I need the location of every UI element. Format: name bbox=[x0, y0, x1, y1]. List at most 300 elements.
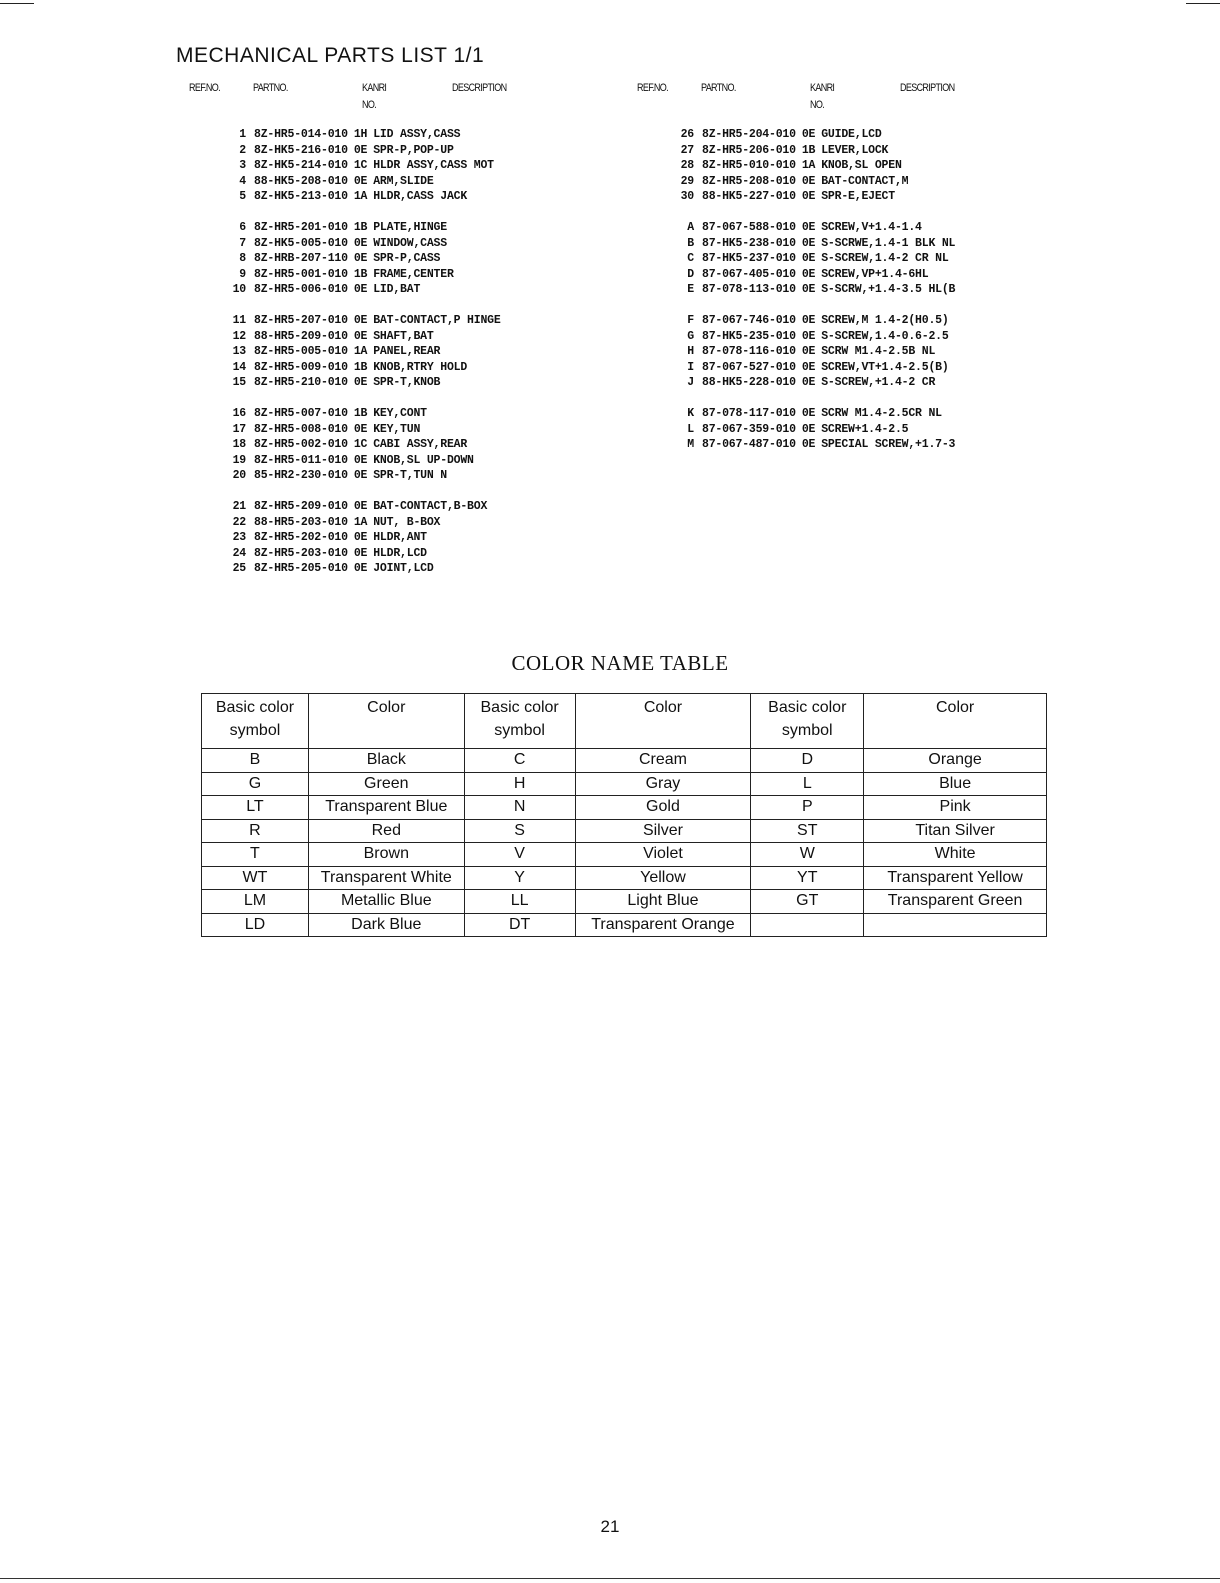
part-description: SHAFT,BAT bbox=[373, 329, 434, 343]
parts-row bbox=[228, 561, 501, 577]
ref-number: E bbox=[687, 283, 694, 296]
parts-row bbox=[676, 282, 955, 298]
part-number: 87-078-116-010 bbox=[702, 345, 796, 358]
header-basic-color-symbol: Basic color symbol bbox=[464, 694, 575, 749]
ref-number: 13 bbox=[232, 345, 246, 358]
part-description: SCREW+1.4-2.5 bbox=[821, 422, 909, 436]
part-number: 8Z-HR5-007-010 bbox=[254, 407, 348, 420]
color-table-row bbox=[202, 749, 1047, 773]
parts-row bbox=[676, 251, 955, 267]
color-name-cell: Violet bbox=[575, 843, 751, 867]
parts-row bbox=[676, 220, 955, 236]
part-number: 8Z-HR5-206-010 bbox=[702, 143, 796, 157]
parts-group bbox=[228, 127, 501, 205]
ref-number: 22 bbox=[232, 515, 246, 529]
kanri-number: 1B bbox=[353, 407, 368, 420]
header-ref-no-right: REF.NO. bbox=[637, 82, 668, 94]
color-symbol-cell: YT bbox=[751, 866, 864, 890]
part-description: BAT-CONTACT,B-BOX bbox=[373, 500, 488, 513]
color-symbol-cell: H bbox=[464, 772, 575, 796]
ref-number: L bbox=[687, 422, 694, 436]
parts-row bbox=[676, 143, 955, 159]
kanri-number: 0E bbox=[801, 267, 816, 281]
ref-number: 6 bbox=[239, 221, 246, 234]
parts-row bbox=[228, 267, 501, 283]
ref-number: 2 bbox=[239, 143, 246, 157]
parts-row bbox=[228, 329, 501, 345]
kanri-number: 1A bbox=[353, 190, 368, 203]
ref-number: 20 bbox=[232, 469, 246, 482]
color-symbol-cell: T bbox=[202, 843, 309, 867]
part-number: 87-067-359-010 bbox=[702, 422, 796, 436]
part-number: 8Z-HR5-210-010 bbox=[254, 376, 348, 389]
color-symbol-cell: LM bbox=[202, 890, 309, 914]
parts-row bbox=[228, 251, 501, 267]
color-name-cell: Transparent White bbox=[308, 866, 464, 890]
ref-number: 10 bbox=[232, 283, 246, 296]
parts-row bbox=[676, 174, 955, 190]
part-number: 87-067-527-010 bbox=[702, 360, 796, 374]
part-number: 8Z-HR5-014-010 bbox=[254, 128, 348, 141]
kanri-number: 1C bbox=[353, 438, 368, 451]
part-number: 8Z-HR5-006-010 bbox=[254, 283, 348, 296]
kanri-number: 0E bbox=[353, 562, 368, 575]
color-symbol-cell: LT bbox=[202, 796, 309, 820]
kanri-number: 0E bbox=[353, 283, 368, 296]
header-kanri-no: NO. bbox=[810, 99, 825, 111]
kanri-number: 0E bbox=[353, 174, 368, 188]
kanri-number: 0E bbox=[801, 407, 816, 420]
parts-row bbox=[676, 189, 955, 205]
color-table-row bbox=[202, 772, 1047, 796]
ref-number: 29 bbox=[680, 174, 694, 188]
color-name-table bbox=[201, 693, 1047, 937]
parts-row bbox=[228, 174, 501, 190]
color-name-cell: Transparent Yellow bbox=[864, 866, 1047, 890]
parts-row bbox=[228, 375, 501, 391]
color-name-cell bbox=[864, 913, 1047, 937]
part-number: 8Z-HR5-202-010 bbox=[254, 531, 348, 544]
kanri-number: 0E bbox=[801, 314, 816, 327]
header-description-right: DESCRIPTION bbox=[900, 82, 955, 94]
parts-row bbox=[676, 375, 955, 391]
kanri-number: 0E bbox=[353, 531, 368, 544]
ref-number: 5 bbox=[239, 190, 246, 203]
part-number: 88-HR5-203-010 bbox=[254, 515, 348, 529]
kanri-number: 1B bbox=[353, 221, 368, 234]
color-name-cell: Gold bbox=[575, 796, 751, 820]
part-number: 88-HR5-209-010 bbox=[254, 329, 348, 343]
parts-group bbox=[676, 406, 955, 453]
part-number: 8Z-HK5-213-010 bbox=[254, 190, 348, 203]
header-kanri-label: KANRI bbox=[362, 82, 387, 94]
ref-number: K bbox=[687, 407, 694, 420]
kanri-number: 0E bbox=[801, 345, 816, 358]
color-name-cell: Light Blue bbox=[575, 890, 751, 914]
color-table-row bbox=[202, 796, 1047, 820]
kanri-number: 0E bbox=[801, 329, 816, 343]
ref-number: F bbox=[687, 314, 694, 327]
parts-row bbox=[676, 313, 955, 329]
parts-row bbox=[676, 127, 955, 143]
parts-row bbox=[228, 499, 501, 515]
color-symbol-cell: LD bbox=[202, 913, 309, 937]
part-description: SPR-T,TUN N bbox=[373, 469, 447, 482]
parts-group bbox=[228, 406, 501, 484]
color-symbol-cell: W bbox=[751, 843, 864, 867]
part-description: HLDR,CASS JACK bbox=[373, 190, 468, 203]
ref-number: C bbox=[687, 252, 694, 265]
color-table-row bbox=[202, 819, 1047, 843]
ref-number: A bbox=[687, 221, 694, 234]
color-symbol-cell: V bbox=[464, 843, 575, 867]
kanri-number: 1C bbox=[353, 159, 368, 172]
ref-number: 24 bbox=[232, 546, 246, 560]
ref-number: 26 bbox=[680, 128, 694, 141]
part-number: 88-HK5-208-010 bbox=[254, 174, 348, 188]
parts-group bbox=[228, 313, 501, 391]
part-number: 85-HR2-230-010 bbox=[254, 469, 348, 482]
ref-number: 15 bbox=[232, 376, 246, 389]
kanri-number: 0E bbox=[801, 128, 816, 141]
kanri-number: 0E bbox=[353, 453, 368, 467]
part-number: 8Z-HR5-005-010 bbox=[254, 345, 348, 358]
corner-mark-right bbox=[1186, 3, 1220, 4]
ref-number: 4 bbox=[239, 174, 246, 188]
ref-number: 12 bbox=[232, 329, 246, 343]
corner-mark-left bbox=[0, 3, 34, 4]
parts-row bbox=[676, 437, 955, 453]
color-table-row bbox=[202, 866, 1047, 890]
parts-row bbox=[228, 143, 501, 159]
header-color: Color bbox=[308, 694, 464, 749]
parts-row bbox=[676, 267, 955, 283]
part-number: 87-HK5-238-010 bbox=[702, 236, 796, 250]
part-description: CABI ASSY,REAR bbox=[373, 438, 468, 451]
color-table-row bbox=[202, 913, 1047, 937]
page-number: 21 bbox=[600, 1517, 620, 1536]
part-number: 8Z-HR5-008-010 bbox=[254, 422, 348, 436]
part-description: NUT, B-BOX bbox=[373, 515, 441, 529]
part-number: 87-HK5-237-010 bbox=[702, 252, 796, 265]
color-name-cell: Pink bbox=[864, 796, 1047, 820]
kanri-number: 0E bbox=[801, 252, 816, 265]
ref-number: H bbox=[687, 345, 694, 358]
color-name-cell: Silver bbox=[575, 819, 751, 843]
part-description: GUIDE,LCD bbox=[821, 128, 882, 141]
parts-row bbox=[676, 422, 955, 438]
color-symbol-cell: L bbox=[751, 772, 864, 796]
color-name-cell: Blue bbox=[864, 772, 1047, 796]
color-name-cell: Transparent Green bbox=[864, 890, 1047, 914]
part-description: LEVER,LOCK bbox=[821, 143, 889, 157]
kanri-number: 0E bbox=[801, 422, 816, 436]
color-name-cell: Dark Blue bbox=[308, 913, 464, 937]
part-number: 8Z-HR5-002-010 bbox=[254, 438, 348, 451]
color-name-cell: Metallic Blue bbox=[308, 890, 464, 914]
part-description: KEY,CONT bbox=[373, 407, 427, 420]
color-name-cell: Green bbox=[308, 772, 464, 796]
color-table-row bbox=[202, 890, 1047, 914]
part-number: 8Z-HR5-010-010 bbox=[702, 159, 796, 172]
kanri-number: 0E bbox=[353, 422, 368, 436]
ref-number: 1 bbox=[239, 128, 246, 141]
header-kanri-left bbox=[362, 80, 386, 114]
part-number: 8Z-HK5-005-010 bbox=[254, 236, 348, 250]
parts-group bbox=[228, 220, 501, 298]
kanri-number: 1B bbox=[801, 143, 816, 157]
part-description: S-SCREW,1.4-0.6-2.5 bbox=[821, 329, 949, 343]
parts-row bbox=[228, 468, 501, 484]
part-number: 8Z-HK5-214-010 bbox=[254, 159, 348, 172]
kanri-number: 1B bbox=[353, 267, 368, 281]
part-number: 87-HK5-235-010 bbox=[702, 329, 796, 343]
parts-row bbox=[228, 189, 501, 205]
color-table-title: COLOR NAME TABLE bbox=[511, 651, 729, 675]
part-description: S-SCREW,+1.4-2 CR bbox=[821, 376, 936, 389]
ref-number: 8 bbox=[239, 252, 246, 265]
color-symbol-cell: C bbox=[464, 749, 575, 773]
part-description: KNOB,RTRY HOLD bbox=[373, 360, 468, 374]
ref-number: 16 bbox=[232, 407, 246, 420]
part-number: 8Z-HRB-207-110 bbox=[254, 252, 348, 265]
parts-list-right bbox=[676, 127, 955, 468]
part-number: 8Z-HR5-201-010 bbox=[254, 221, 348, 234]
ref-number: 18 bbox=[232, 438, 246, 451]
parts-group bbox=[676, 220, 955, 298]
kanri-number: 0E bbox=[353, 500, 368, 513]
ref-number: 14 bbox=[232, 360, 246, 374]
ref-number: 7 bbox=[239, 236, 246, 250]
kanri-number: 0E bbox=[801, 236, 816, 250]
parts-row bbox=[676, 344, 955, 360]
parts-row bbox=[676, 329, 955, 345]
parts-row bbox=[228, 344, 501, 360]
color-name-cell: Titan Silver bbox=[864, 819, 1047, 843]
part-description: ARM,SLIDE bbox=[373, 174, 434, 188]
part-number: 87-067-487-010 bbox=[702, 438, 796, 451]
part-number: 88-HK5-227-010 bbox=[702, 190, 796, 203]
parts-row bbox=[228, 453, 501, 469]
ref-number: 28 bbox=[680, 159, 694, 172]
part-number: 87-078-113-010 bbox=[702, 283, 796, 296]
color-symbol-cell: N bbox=[464, 796, 575, 820]
part-description: KNOB,SL OPEN bbox=[821, 159, 902, 172]
header-kanri-right bbox=[810, 80, 834, 114]
color-name-cell: Red bbox=[308, 819, 464, 843]
parts-row bbox=[228, 437, 501, 453]
header-ref-no-left: REF.NO. bbox=[189, 82, 220, 94]
color-table-body bbox=[202, 749, 1047, 937]
kanri-number: 0E bbox=[801, 438, 816, 451]
part-description: KNOB,SL UP-DOWN bbox=[373, 453, 474, 467]
parts-group bbox=[228, 499, 501, 577]
part-number: 8Z-HR5-205-010 bbox=[254, 562, 348, 575]
color-name-cell: Orange bbox=[864, 749, 1047, 773]
part-description: SCREW,VT+1.4-2.5(B) bbox=[821, 360, 949, 374]
ref-number: I bbox=[687, 360, 694, 374]
color-name-cell: Brown bbox=[308, 843, 464, 867]
ref-number: 25 bbox=[232, 562, 246, 575]
parts-row bbox=[228, 313, 501, 329]
kanri-number: 0E bbox=[353, 314, 368, 327]
color-name-cell: Transparent Orange bbox=[575, 913, 751, 937]
part-description: S-SCRWE,1.4-1 BLK NL bbox=[821, 236, 956, 250]
parts-list-left bbox=[228, 127, 501, 592]
parts-row bbox=[228, 220, 501, 236]
part-description: JOINT,LCD bbox=[373, 562, 434, 575]
part-description: SCREW,VP+1.4-6HL bbox=[821, 267, 929, 281]
part-description: PLATE,HINGE bbox=[373, 221, 447, 234]
kanri-number: 0E bbox=[353, 236, 368, 250]
kanri-number: 1B bbox=[353, 360, 368, 374]
header-kanri-no: NO. bbox=[362, 99, 377, 111]
part-number: 87-067-588-010 bbox=[702, 221, 796, 234]
parts-row bbox=[228, 127, 501, 143]
part-description: SCRW M1.4-2.5CR NL bbox=[821, 407, 942, 420]
part-description: KEY,TUN bbox=[373, 422, 421, 436]
color-symbol-cell: WT bbox=[202, 866, 309, 890]
part-description: WINDOW,CASS bbox=[373, 236, 447, 250]
part-description: SCREW,V+1.4-1.4 bbox=[821, 221, 922, 234]
header-color: Color bbox=[575, 694, 751, 749]
color-symbol-cell: Y bbox=[464, 866, 575, 890]
parts-row bbox=[676, 158, 955, 174]
part-number: 8Z-HR5-204-010 bbox=[702, 128, 796, 141]
kanri-number: 0E bbox=[353, 546, 368, 560]
part-number: 8Z-HR5-208-010 bbox=[702, 174, 796, 188]
color-table-row bbox=[202, 843, 1047, 867]
color-symbol-cell: P bbox=[751, 796, 864, 820]
color-name-cell: Gray bbox=[575, 772, 751, 796]
kanri-number: 1A bbox=[353, 345, 368, 358]
part-description: FRAME,CENTER bbox=[373, 267, 454, 281]
ref-number: 9 bbox=[239, 267, 246, 281]
ref-number: 17 bbox=[232, 422, 246, 436]
color-name-cell: Cream bbox=[575, 749, 751, 773]
parts-row bbox=[228, 546, 501, 562]
part-number: 8Z-HR5-011-010 bbox=[254, 453, 348, 467]
part-description: SPECIAL SCREW,+1.7-3 bbox=[821, 438, 956, 451]
color-symbol-cell: R bbox=[202, 819, 309, 843]
color-symbol-cell: DT bbox=[464, 913, 575, 937]
part-description: SPR-P,POP-UP bbox=[373, 143, 454, 157]
part-description: SPR-P,CASS bbox=[373, 252, 441, 265]
part-description: BAT-CONTACT,M bbox=[821, 174, 909, 188]
kanri-number: 1A bbox=[801, 159, 816, 172]
kanri-number: 0E bbox=[353, 252, 368, 265]
part-description: SCRW M1.4-2.5B NL bbox=[821, 345, 936, 358]
kanri-number: 0E bbox=[801, 221, 816, 234]
kanri-number: 1H bbox=[353, 128, 368, 141]
part-number: 87-067-405-010 bbox=[702, 267, 796, 281]
parts-group bbox=[676, 127, 955, 205]
ref-number: 23 bbox=[232, 531, 246, 544]
parts-row bbox=[228, 515, 501, 531]
kanri-number: 0E bbox=[801, 376, 816, 389]
kanri-number: 0E bbox=[353, 376, 368, 389]
parts-row bbox=[228, 360, 501, 376]
kanri-number: 0E bbox=[353, 143, 368, 157]
part-description: PANEL,REAR bbox=[373, 345, 441, 358]
part-number: 8Z-HR5-001-010 bbox=[254, 267, 348, 281]
bottom-rule bbox=[0, 1578, 1220, 1579]
header-color: Color bbox=[864, 694, 1047, 749]
color-name-cell: Yellow bbox=[575, 866, 751, 890]
part-description: SCREW,M 1.4-2(H0.5) bbox=[821, 314, 949, 327]
color-symbol-cell: G bbox=[202, 772, 309, 796]
part-description: BAT-CONTACT,P HINGE bbox=[373, 314, 501, 327]
color-symbol-cell: B bbox=[202, 749, 309, 773]
parts-row bbox=[228, 406, 501, 422]
color-name-cell: Transparent Blue bbox=[308, 796, 464, 820]
part-number: 8Z-HK5-216-010 bbox=[254, 143, 348, 157]
header-part-no-left: PARTNO. bbox=[253, 82, 288, 94]
parts-row bbox=[228, 530, 501, 546]
part-number: 87-067-746-010 bbox=[702, 314, 796, 327]
ref-number: J bbox=[687, 376, 694, 389]
parts-row bbox=[228, 236, 501, 252]
kanri-number: 1A bbox=[353, 515, 368, 529]
kanri-number: 0E bbox=[801, 283, 816, 296]
color-name-cell: White bbox=[864, 843, 1047, 867]
header-part-no-right: PARTNO. bbox=[701, 82, 736, 94]
header-basic-color-symbol: Basic color symbol bbox=[751, 694, 864, 749]
kanri-number: 0E bbox=[353, 329, 368, 343]
parts-group bbox=[676, 313, 955, 391]
ref-number: B bbox=[687, 236, 694, 250]
part-description: S-SCREW,1.4-2 CR NL bbox=[821, 252, 949, 265]
part-description: HLDR,LCD bbox=[373, 546, 427, 560]
part-description: HLDR,ANT bbox=[373, 531, 427, 544]
part-description: HLDR ASSY,CASS MOT bbox=[373, 159, 494, 172]
part-number: 8Z-HR5-209-010 bbox=[254, 500, 348, 513]
ref-number: 19 bbox=[232, 453, 246, 467]
part-number: 8Z-HR5-009-010 bbox=[254, 360, 348, 374]
color-symbol-cell: S bbox=[464, 819, 575, 843]
parts-row bbox=[676, 406, 955, 422]
ref-number: 27 bbox=[680, 143, 694, 157]
part-description: S-SCRW,+1.4-3.5 HL(B bbox=[821, 283, 956, 296]
part-description: LID,BAT bbox=[373, 283, 421, 296]
part-description: SPR-T,KNOB bbox=[373, 376, 441, 389]
ref-number: D bbox=[687, 267, 694, 281]
parts-row bbox=[228, 422, 501, 438]
part-number: 8Z-HR5-207-010 bbox=[254, 314, 348, 327]
ref-number: M bbox=[687, 438, 694, 451]
part-description: LID ASSY,CASS bbox=[373, 128, 461, 141]
ref-number: 21 bbox=[232, 500, 246, 513]
parts-row bbox=[228, 158, 501, 174]
color-table-header-row bbox=[202, 694, 1047, 749]
color-symbol-cell: LL bbox=[464, 890, 575, 914]
ref-number: 11 bbox=[232, 314, 246, 327]
part-description: SPR-E,EJECT bbox=[821, 190, 895, 203]
color-symbol-cell: D bbox=[751, 749, 864, 773]
kanri-number: 0E bbox=[801, 174, 816, 188]
color-name-cell: Black bbox=[308, 749, 464, 773]
color-symbol-cell: GT bbox=[751, 890, 864, 914]
parts-row bbox=[228, 282, 501, 298]
color-symbol-cell: ST bbox=[751, 819, 864, 843]
header-basic-color-symbol: Basic color symbol bbox=[202, 694, 309, 749]
header-description-left: DESCRIPTION bbox=[452, 82, 507, 94]
color-symbol-cell bbox=[751, 913, 864, 937]
page-title: MECHANICAL PARTS LIST 1/1 bbox=[176, 44, 485, 67]
kanri-number: 0E bbox=[801, 360, 816, 374]
ref-number: 3 bbox=[239, 159, 246, 172]
part-number: 87-078-117-010 bbox=[702, 407, 796, 420]
